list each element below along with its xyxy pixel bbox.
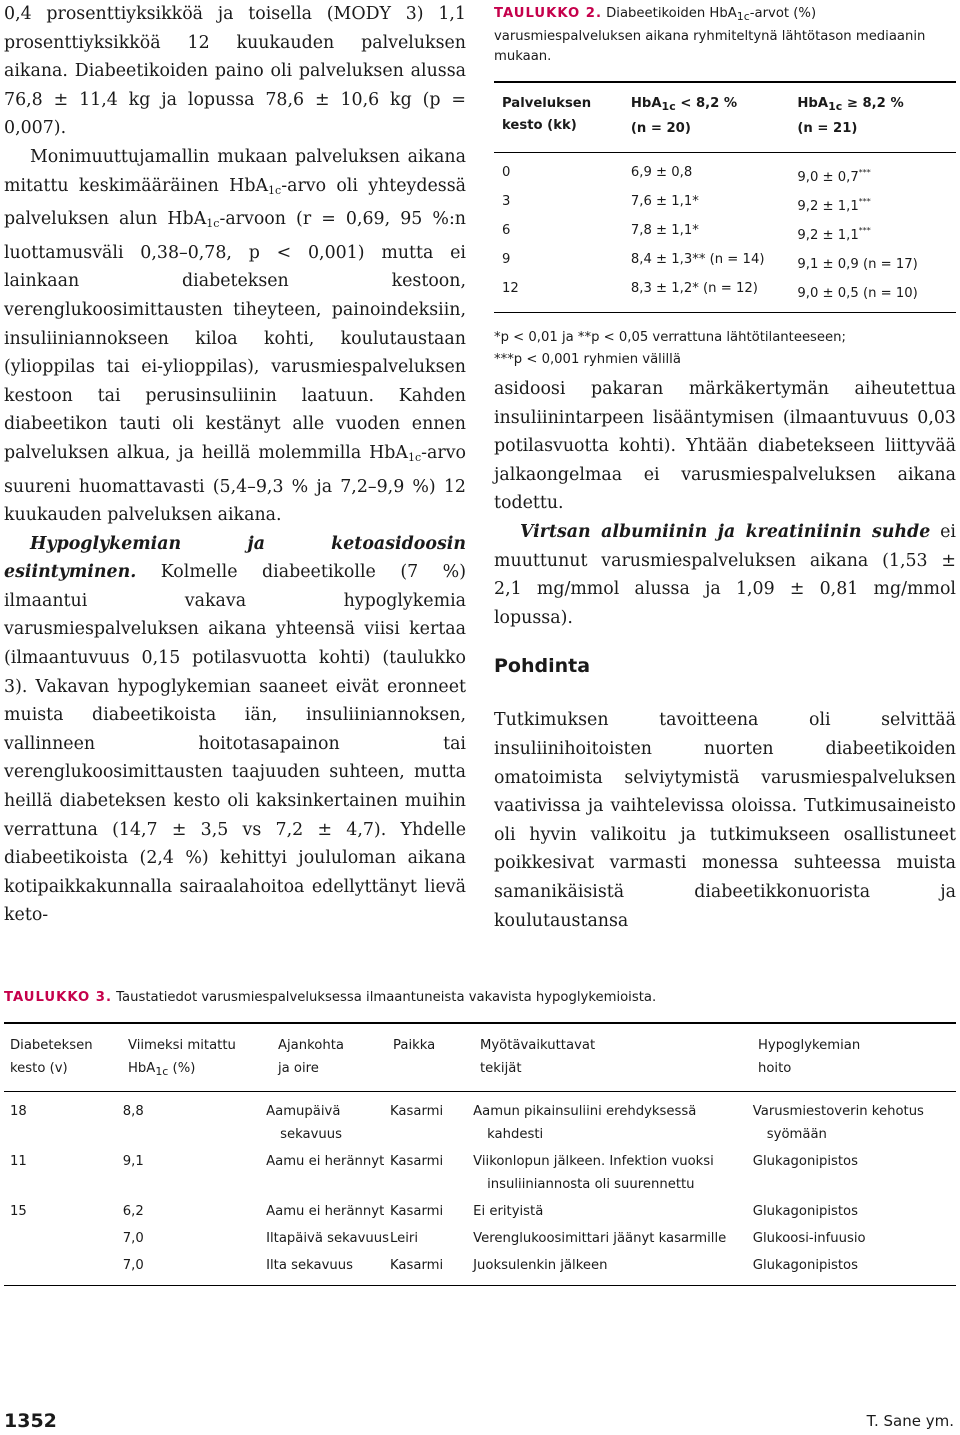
header-cell: Palveluksen kesto (kk) [502,96,592,133]
table-row: 12 8,3 ± 1,2* (n = 12) 9,0 ± 0,5 (n = 10) [502,281,918,301]
header-cell: Viimeksi mitattu HbA$_{1c}$ (%) [128,1038,236,1078]
table-caption: TAULUKKO 2. Diabeetikoiden HbA$_{1c}$-arvot (%) varusmiespalveluksen aikana ryhmiteltynä lähtötason mediaanin mukaan. [494,6,926,64]
running-author: T. Sane ym. [866,1412,954,1430]
header-cell: Ajankohta ja oire [278,1038,344,1076]
header-cell: Paikka [393,1038,436,1053]
left-text-column [4,0,466,930]
table-rule [4,1285,956,1286]
paragraph: asidoosi pakaran märkäkertymän aiheutettua insuliinintarpeen lisääntymisen (ilmaantuvuus 0,03 potilasvuotta kohti). Yhtään diabetekseen liittyvää jalkaongelmaa ei varusmiespalveluksen aikana todettu. [494,379,956,514]
table-row: 3 7,6 ± 1,1* 9,2 ± 1,1*** [502,194,871,214]
paragraph: Virtsan albumiinin ja kreatiniinin suhde ei muuttunut varusmiespalveluksen aikana (1,53 ± 2,1 mg/mmol alussa ja 1,09 ± 0,81 mg/mmol lopussa). [494,521,956,628]
table-footnotes: *p < 0,01 ja **p < 0,05 verrattuna lähtötilanteeseen; ***p < 0,001 ryhmien välillä [494,330,846,367]
paragraph: 0,4 prosenttiyksikköä ja toisella (MODY 3) 1,1 prosenttiyksikköä 12 kuukauden palveluksen aikana. Diabeetikoiden paino oli palveluksen alussa 76,8 ± 11,4 kg ja lopussa 78,6 ± 10,6 kg (p = 0,007). [4,4,466,139]
paragraph: Tutkimuksen tavoitteena oli selvittää insuliinihoitoisten nuorten diabeetikoiden omatoimista selviytymistä varusmiespalveluksen vaativissa ja vaihtelevissa oloissa. Tutkimusaineisto oli hyvin valikoitu ja tutkimukseen osallistuneet poikkesivat varmasti monessa suhteessa muista samanikäisistä diabeetikkonuorista ja koulutaustansa [494,710,956,931]
table-row: 18 8,8 Aamupäivä sekavuus Kasarmi Aamun pikainsuliini erehdyksessä kahdesti Varusmiestoverin kehotus syömään [10,1104,924,1142]
page-number: 1352 [4,1410,57,1432]
paragraph: Hypoglykemian ja ketoasidoosin esiintyminen. Kolmelle diabeetikolle (7 %) ilmaantui vakava hypoglykemia varusmiespalveluksen aikana yhteensä viisi kertaa (ilmaantuvuus 0,15 potilasvuotta kohti) (taulukko 3). Vakavan hypoglykemian saaneet eivät eronneet muista diabeetikoista iän, insuliiniannoksen, vallinneen hoitotasapainon tai verenglukoosimittausten taajuuden suhteen, mutta heillä diabeteksen kesto oli kaksinkertainen muihin verrattuna (14,7 ± 3,5 vs 7,2 ± 4,7). Yhdelle diabeetikoista (2,4 %) kehittyi joululoman aikana kotipaikkakunnalla sairaalahoitoa edellyttänyt lievä keto- [4,533,466,926]
table-row: 9 8,4 ± 1,3** (n = 14) 9,1 ± 0,9 (n = 17) [502,252,918,272]
table-row: 11 9,1 Aamu ei herännyt Kasarmi Viikonlopun jälkeen. Infektion vuoksi insuliiniannosta oli suurennettu Glukagonipistos [10,1154,859,1192]
inline-heading: Virtsan albumiinin ja kreatiniinin suhde [520,521,931,542]
table-rule [494,312,956,313]
table-row: 15 6,2 Aamu ei herännyt Kasarmi Ei erityistä Glukagonipistos [10,1204,859,1219]
table-2 [494,4,956,371]
table-row: 6 7,8 ± 1,1* 9,2 ± 1,1*** [502,223,871,243]
inline-heading: Hypoglykemian ja ketoasidoosin esiintyminen. [4,533,466,583]
table-3 [4,988,956,1286]
table-caption: TAULUKKO 3. Taustatiedot varusmiespalveluksessa ilmaantuneista vakavista hypoglykemioista. [4,990,657,1005]
header-cell: HbA$_{1c}$ < 8,2 % (n = 20) [630,96,738,136]
header-cell: Myötävaikuttavat tekijät [480,1038,596,1076]
table-body [4,1092,956,1277]
table-row: 7,0 Ilta sekavuus Kasarmi Juoksulenkin jälkeen Glukagonipistos [122,1258,859,1273]
header-cell: HbA$_{1c}$ ≥ 8,2 % (n = 21) [797,96,904,136]
table-header [494,83,956,152]
header-cell: Diabeteksen kesto (v) [10,1038,93,1076]
table-body [494,153,956,312]
paragraph: Monimuuttujamallin mukaan palveluksen aikana mitattu keskimääräinen HbA$_{1c}$-arvo oli yhteydessä palveluksen alun HbA$_{1c}$-arvoon (r = 0,69, 95 %:n luottamusväli 0,38–0,78, p < 0,001) mutta ei lainkaan diabeteksen kestoon, verenglukoosimittausten tiheyteen, painoindeksiin, insuliiniannokseen kiloa kohti, koulutaustaan (ylioppilas tai ei-ylioppilas), varusmiespalveluksen kestoon tai perusinsuliinin laatuun. Kahden diabeetikon tauti oli kestänyt alle vuoden ennen palveluksen alkua, ja heillä molemmilla HbA$_{1c}$-arvo suureni huomattavasti (5,4–9,3 % ja 7,2–9,9 %) 12 kuukauden palveluksen aikana. [4,146,467,526]
section-heading: Pohdinta [494,655,591,678]
right-text-column [494,375,956,935]
table-header [4,1024,956,1091]
table-row: 7,0 Iltapäivä sekavuus Leiri Verenglukoosimittari jäänyt kasarmille Glukoosi-infuusio [122,1231,866,1246]
table-row: 0 6,9 ± 0,8 9,0 ± 0,7*** [502,165,871,185]
header-cell: Hypoglykemian hoito [758,1038,861,1076]
